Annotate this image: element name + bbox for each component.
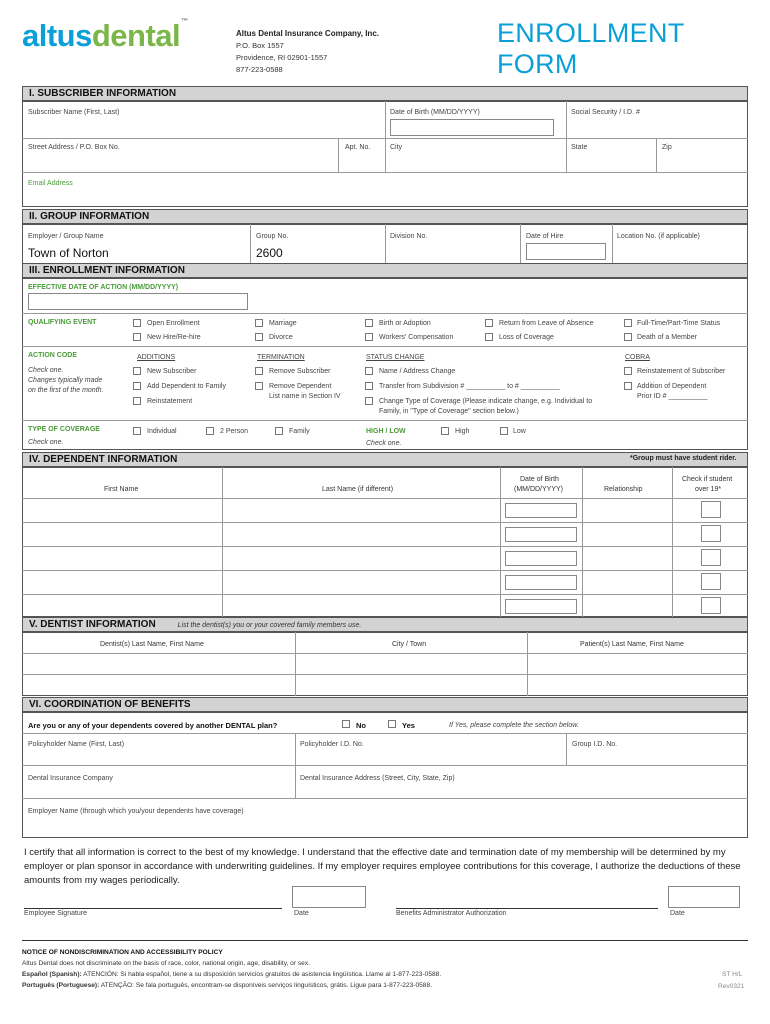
status-transfer: Transfer from Subdivision # __________ to # __________ xyxy=(379,383,560,390)
qe-new-hire: New Hire/Re-hire xyxy=(147,334,201,341)
dep-student-checkbox[interactable] xyxy=(701,597,721,614)
coverage-family: Family xyxy=(289,428,310,435)
reinstatement-checkbox[interactable] xyxy=(133,397,141,405)
cob-employer-label: Employer Name (through which you/your dependents have coverage) xyxy=(28,808,244,815)
benefits-admin-label: Benefits Administrator Authorization xyxy=(396,910,507,917)
divider xyxy=(250,224,251,264)
section-cob-header: VI. COORDINATION OF BENEFITS xyxy=(22,697,748,712)
ft-pt-checkbox[interactable] xyxy=(624,319,632,327)
dep-student-checkbox[interactable] xyxy=(701,501,721,518)
new-hire-checkbox[interactable] xyxy=(133,333,141,341)
company-address xyxy=(236,28,379,76)
divider xyxy=(566,138,567,172)
qe-death: Death of a Member xyxy=(637,334,697,341)
divider xyxy=(22,765,748,766)
changes-note-2: on the first of the month. xyxy=(28,387,104,394)
hl-low: Low xyxy=(513,428,526,435)
birth-checkbox[interactable] xyxy=(365,319,373,327)
divider xyxy=(520,224,521,264)
divider xyxy=(22,172,748,173)
hl-high: High xyxy=(455,428,470,435)
hire-input[interactable] xyxy=(526,243,606,260)
dep-relationship-header: Relationship xyxy=(604,486,643,493)
section-enrollment-header: III. ENROLLMENT INFORMATION xyxy=(22,263,748,278)
cob-no-label: No xyxy=(356,721,366,730)
dep-dob-input[interactable] xyxy=(505,575,577,590)
dep-dob-input[interactable] xyxy=(505,527,577,542)
divider xyxy=(295,632,296,696)
divider xyxy=(22,420,748,421)
cob-yes-label: Yes xyxy=(402,721,415,730)
divorce-checkbox[interactable] xyxy=(255,333,263,341)
dental-address-label: Dental Insurance Address (Street, City, State, Zip) xyxy=(300,775,455,782)
check-one-hl: Check one. xyxy=(366,440,402,447)
cobra-add-dependent: Addition of Dependent xyxy=(637,383,707,390)
apt-label: Apt. No. xyxy=(345,144,371,151)
dental-company-label: Dental Insurance Company xyxy=(28,775,113,782)
high-low-label: HIGH / LOW xyxy=(366,428,406,435)
status-change-coverage-1: Change Type of Coverage (Please indicate change, e.g. Individual to xyxy=(379,398,593,405)
cobra-heading: COBRA xyxy=(625,354,650,361)
divider xyxy=(22,546,748,547)
change-coverage-checkbox[interactable] xyxy=(365,397,373,405)
loss-coverage-checkbox[interactable] xyxy=(485,333,493,341)
company-name: Altus Dental Insurance Company, Inc. xyxy=(236,29,379,38)
notice-portuguese-label: Português (Portuguese): xyxy=(22,982,100,989)
dep-dob-header-2: (MM/DD/YYYY) xyxy=(514,486,563,493)
divider xyxy=(385,101,386,138)
remove-subscriber-checkbox[interactable] xyxy=(255,367,263,375)
divider xyxy=(656,138,657,172)
transfer-checkbox[interactable] xyxy=(365,382,373,390)
divider xyxy=(22,674,748,675)
cobra-add-dependent-checkbox[interactable] xyxy=(624,382,632,390)
dep-first-name-header: First Name xyxy=(104,486,139,493)
group-no-label: Group No. xyxy=(256,233,289,240)
additions-heading: ADDITIONS xyxy=(137,354,176,361)
dep-dob-input[interactable] xyxy=(505,599,577,614)
divider xyxy=(22,653,748,654)
dentist-city-header: City / Town xyxy=(392,641,427,648)
hire-label: Date of Hire xyxy=(526,233,564,240)
add-reinstatement: Reinstatement xyxy=(147,398,193,405)
logo-tm: ™ xyxy=(181,18,188,25)
high-checkbox[interactable] xyxy=(441,427,449,435)
admin-date-input[interactable] xyxy=(668,886,740,908)
dep-student-header-1: Check if student xyxy=(682,476,733,483)
status-change-coverage-2: Family, in "Type of Coverage" section below.) xyxy=(379,408,519,415)
divider xyxy=(22,594,748,595)
zip-label: Zip xyxy=(662,144,672,151)
coverage-individual: Individual xyxy=(147,428,177,435)
divider xyxy=(22,570,748,571)
divider xyxy=(22,346,748,347)
altus-dental-logo xyxy=(22,18,188,54)
coverage-two-person: 2 Person xyxy=(220,428,249,435)
admin-date-label: Date xyxy=(670,910,685,917)
divider xyxy=(385,138,386,172)
dep-dob-header-1: Date of Birth xyxy=(520,476,559,483)
notice-spanish-label: Español (Spanish): xyxy=(22,971,82,978)
notice-portuguese xyxy=(22,980,432,991)
certification-text: I certify that all information is correct to the best of my knowledge. I understand that the effective date and termination date of my membership will be determined by my employer or plan sponsor in accordance with underwriting guidelines. If my employer requires employee contributions for this coverage, I authorize the deductions of these amounts from my wages periodically. xyxy=(24,847,741,886)
qe-ft-pt: Full-Time/Part-Time Status xyxy=(637,320,721,327)
employer-label: Employer / Group Name xyxy=(28,233,104,240)
effective-date-label: EFFECTIVE DATE OF ACTION (MM/DD/YYYY) xyxy=(28,284,179,291)
logo-dental: dental xyxy=(91,18,181,53)
check-one-note: Check one. xyxy=(28,367,64,374)
employee-signature-label: Employee Signature xyxy=(24,910,88,917)
add-dependent: Add Dependent to Family xyxy=(147,383,226,390)
divider xyxy=(527,632,528,696)
form-code: ST H/L xyxy=(722,971,743,978)
new-subscriber-checkbox[interactable] xyxy=(133,367,141,375)
divider xyxy=(22,940,748,941)
dep-student-header-2: over 19* xyxy=(695,486,722,493)
dob-label: Date of Birth (MM/DD/YYYY) xyxy=(390,109,480,116)
policyholder-id-label: Policyholder I.D. No. xyxy=(300,741,364,748)
action-code-label: ACTION CODE xyxy=(28,352,77,359)
divider xyxy=(566,101,567,138)
state-label: State xyxy=(571,144,588,151)
individual-checkbox[interactable] xyxy=(133,427,141,435)
check-one-coverage: Check one. xyxy=(28,439,64,446)
notice-title: NOTICE OF NONDISCRIMINATION AND ACCESSIBILITY POLICY xyxy=(22,949,223,956)
divider xyxy=(385,224,386,264)
add-dependent-checkbox[interactable] xyxy=(133,382,141,390)
dep-last-name-header: Last Name (if different) xyxy=(322,486,394,493)
dob-input[interactable] xyxy=(390,119,554,136)
term-remove-dependent: Remove Dependent xyxy=(269,383,332,390)
dep-dob-input[interactable] xyxy=(505,503,577,518)
dentist-name-header: Dentist(s) Last Name, First Name xyxy=(100,641,204,648)
divider xyxy=(566,733,567,765)
cob-if-yes-note: If Yes, please complete the section below. xyxy=(449,722,579,729)
qualifying-event-label: QUALIFYING EVENT xyxy=(28,319,97,326)
location-label: Location No. (if applicable) xyxy=(617,233,700,240)
group-no-value[interactable]: 2600 xyxy=(256,246,283,260)
qe-return-leave: Return from Leave of Absence xyxy=(499,320,594,327)
divider xyxy=(338,138,339,172)
term-list-name: List name in Section IV xyxy=(269,393,341,400)
address-line2: Providence, RI 02901-1557 xyxy=(236,53,328,62)
subscriber-name-label: Subscriber Name (First, Last) xyxy=(28,109,120,116)
employee-date-input[interactable] xyxy=(292,886,366,908)
divider xyxy=(22,313,748,314)
divider xyxy=(22,798,748,799)
dep-student-checkbox[interactable] xyxy=(701,525,721,542)
dep-dob-input[interactable] xyxy=(505,551,577,566)
two-person-checkbox[interactable] xyxy=(206,427,214,435)
divider xyxy=(22,498,748,499)
logo-altus: altus xyxy=(22,18,92,53)
qe-marriage: Marriage xyxy=(269,320,297,327)
section-dependent-header: IV. DEPENDENT INFORMATION xyxy=(22,452,748,467)
cob-no-checkbox[interactable] xyxy=(342,720,350,728)
name-address-checkbox[interactable] xyxy=(365,367,373,375)
term-remove-subscriber: Remove Subscriber xyxy=(269,368,331,375)
family-checkbox[interactable] xyxy=(275,427,283,435)
patient-name-header: Patient(s) Last Name, First Name xyxy=(580,641,684,648)
cob-yes-checkbox[interactable] xyxy=(388,720,396,728)
qe-birth: Birth or Adoption xyxy=(379,320,431,327)
ssn-label: Social Security / I.D. # xyxy=(571,109,640,116)
add-new-subscriber: New Subscriber xyxy=(147,368,197,375)
qe-loss-coverage: Loss of Coverage xyxy=(499,334,554,341)
address-line1: P.O. Box 1557 xyxy=(236,41,284,50)
notice-portuguese-text: ATENÇÃO: Se fala português, encontram-se disponíveis serviços linguísticos, grátis. Ligue para 1-877-223-0588. xyxy=(99,982,432,989)
city-label: City xyxy=(390,144,403,151)
termination-heading: TERMINATION xyxy=(257,354,305,361)
employer-value[interactable]: Town of Norton xyxy=(28,246,109,260)
low-checkbox[interactable] xyxy=(500,427,508,435)
marriage-checkbox[interactable] xyxy=(255,319,263,327)
cob-question: Are you or any of your dependents covered by another DENTAL plan? xyxy=(28,721,278,730)
policyholder-name-label: Policyholder Name (First, Last) xyxy=(28,741,125,748)
qe-divorce: Divorce xyxy=(269,334,293,341)
changes-note-1: Changes typically made xyxy=(28,377,103,384)
benefits-admin-line[interactable] xyxy=(396,908,658,909)
dep-student-checkbox[interactable] xyxy=(701,573,721,590)
company-phone: 877-223-0588 xyxy=(236,65,283,74)
group-id-label: Group I.D. No. xyxy=(572,741,618,748)
employee-date-label: Date xyxy=(294,910,309,917)
form-title: ENROLLMENT FORM xyxy=(497,18,685,79)
section-dentist-header xyxy=(22,617,748,632)
divider xyxy=(22,733,748,734)
status-change-heading: STATUS CHANGE xyxy=(366,354,425,361)
status-name-address: Name / Address Change xyxy=(379,368,456,375)
effective-date-input[interactable] xyxy=(28,293,248,310)
email-label: Email Address xyxy=(28,180,73,187)
employee-signature-line[interactable] xyxy=(24,908,282,909)
divider xyxy=(22,522,748,523)
notice-line-1: Altus Dental does not discriminate on the basis of race, color, national origin, age, disability, or sex. xyxy=(22,960,310,967)
student-rider-note: *Group must have student rider. xyxy=(630,455,737,462)
type-of-coverage-label: TYPE OF COVERAGE xyxy=(28,426,100,433)
death-checkbox[interactable] xyxy=(624,333,632,341)
remove-dependent-checkbox[interactable] xyxy=(255,382,263,390)
notice-spanish-text: ATENCIÓN: Si habla español, tiene a su disposición servicios gratuitos de asistencia lingüística. Llame al 1-877-223-0588. xyxy=(81,971,442,978)
notice-spanish xyxy=(22,969,441,980)
cobra-reinstatement-checkbox[interactable] xyxy=(624,367,632,375)
street-label: Street Address / P.O. Box No. xyxy=(28,144,120,151)
form-revision: Rev0321 xyxy=(718,983,745,990)
divider xyxy=(612,224,613,264)
section-group-header: II. GROUP INFORMATION xyxy=(22,209,748,224)
cobra-reinstatement: Reinstatement of Subscriber xyxy=(637,368,726,375)
cobra-prior-id: Prior ID # __________ xyxy=(637,393,708,400)
division-label: Division No. xyxy=(390,233,428,240)
section-subscriber-header: I. SUBSCRIBER INFORMATION xyxy=(22,86,748,101)
return-leave-checkbox[interactable] xyxy=(485,319,493,327)
dentist-title: V. DENTIST INFORMATION xyxy=(29,619,156,630)
open-enrollment-checkbox[interactable] xyxy=(133,319,141,327)
dep-student-checkbox[interactable] xyxy=(701,549,721,566)
workers-comp-checkbox[interactable] xyxy=(365,333,373,341)
qe-workers-comp: Workers' Compensation xyxy=(379,334,454,341)
qe-open-enrollment: Open Enrollment xyxy=(147,320,200,327)
dentist-note: List the dentist(s) you or your covered family members use. xyxy=(177,622,362,629)
